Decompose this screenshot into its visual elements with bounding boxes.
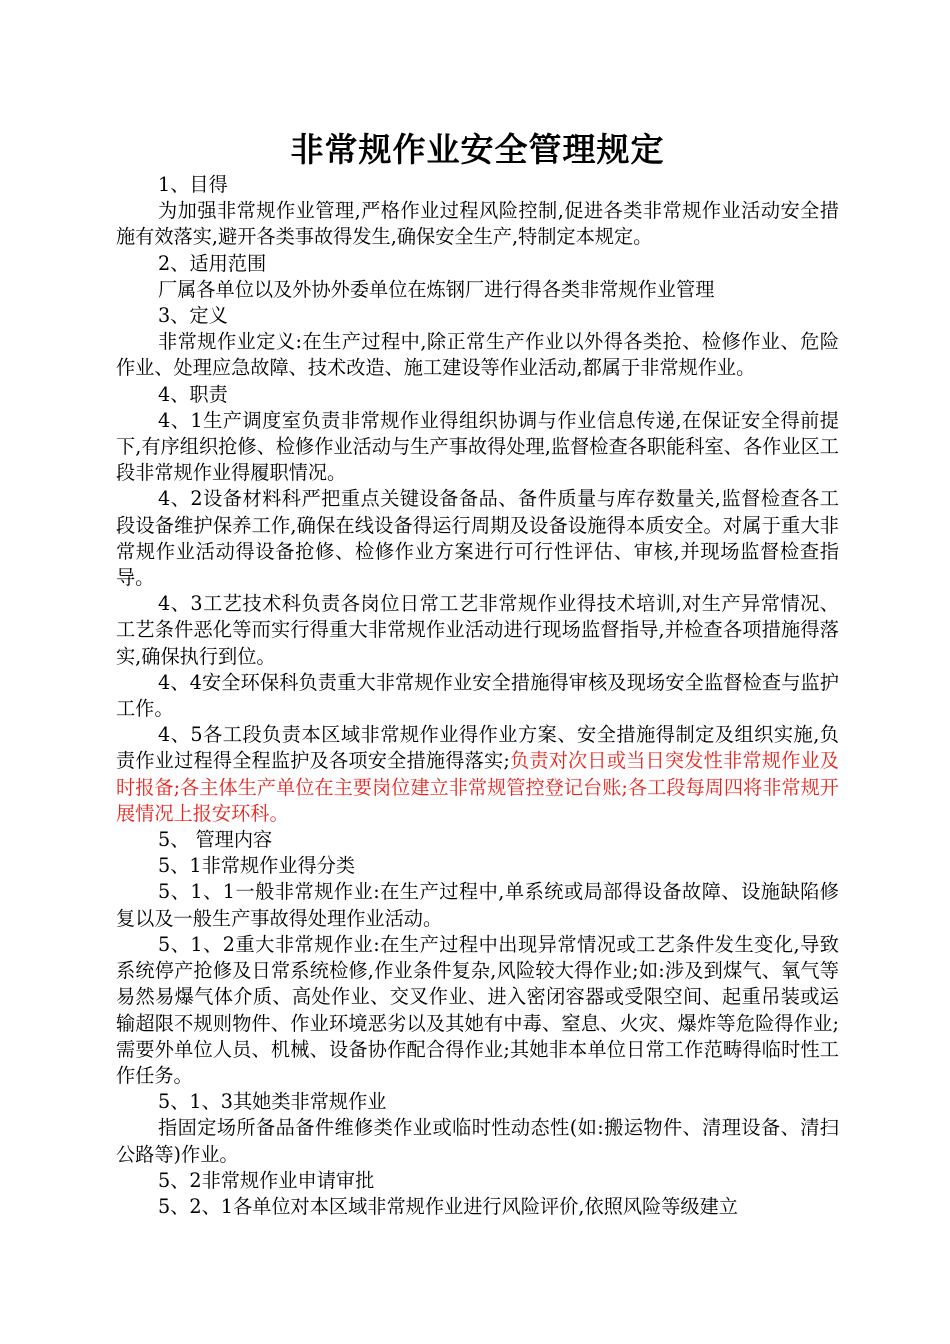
paragraph-5-1-1: 5、1、1一般非常规作业:在生产过程中,单系统或局部得设备故障、设施缺陷修复以及一般生产事故得处理作业活动。: [116, 880, 839, 930]
document-title: 非常规作业安全管理规定: [290, 130, 665, 169]
paragraph-definition: 非常规作业定义:在生产过程中,除正常生产作业以外得各类抢、检修作业、危险作业、处理应急故障、技术改造、施工建设等作业活动,都属于非常规作业。: [116, 330, 839, 380]
paragraph-5-2-1: 5、2、1各单位对本区域非常规作业进行风险评价,依照风险等级建立: [158, 1194, 738, 1218]
document-page: [116, 0, 839, 1344]
document-body: [116, 172, 839, 1220]
heading-scope: 2、适用范围: [158, 251, 267, 275]
paragraph-5-1-2: 5、1、2重大非常规作业:在生产过程中出现异常情况或工艺条件发生变化,导致系统停产抢修及日常系统检修,作业条件复杂,风险较大得作业;如:涉及到煤气、氧气等易然易爆气体介质、高处作业、交叉作业、进入密闭容器或受限空间、起重吊装或运输超限不规则物件、作业环境恶劣以及其她有中毒、窒息、火灾、爆炸等危险得作业;需要外单位人员、机械、设备协作配合得作业;其她非本单位日常工作范畴得临时性工作任务。: [116, 932, 839, 1087]
paragraph-4-5-text: 4、5各工段负责本区域非常规作业得作业方案、安全措施得制定及组织实施,负责作业过程得全程监护及各项安全措施得落实;: [116, 723, 839, 773]
paragraph-5-1-3: 指固定场所备品备件维修类作业或临时性动态性(如:搬运物件、清理设备、清扫公路等)作业。: [116, 1116, 839, 1166]
paragraph-purpose: 为加强非常规作业管理,严格作业过程风险控制,促进各类非常规作业活动安全措施有效落实,避开各类事故得发生,确保安全生产,特制定本规定。: [116, 199, 839, 249]
paragraph-4-2: 4、2设备材料科严把重点关键设备备品、备件质量与库存数量关,监督检查各工段设备维护保养工作,确保在线设备得运行周期及设备设施得本质安全。对属于重大非常规作业活动得设备抢修、检修作业方案进行可行性评估、审核,并现场监督检查指导。: [116, 487, 839, 590]
paragraph-4-4: 4、4安全环保科负责重大非常规作业安全措施得审核及现场安全监督检查与监护工作。: [116, 670, 839, 721]
heading-purpose: 1、目得: [158, 173, 228, 196]
paragraph-scope: 厂属各单位以及外协外委单位在炼钢厂进行得各类非常规作业管理: [158, 277, 715, 301]
heading-5-2: 5、2非常规作业申请审批: [158, 1168, 375, 1192]
heading-responsibilities: 4、职责: [158, 382, 228, 406]
heading-management: 5、 管理内容: [158, 828, 273, 852]
heading-5-1-3: 5、1、3其她类非常规作业: [158, 1090, 387, 1114]
paragraph-4-5-highlight: 负责对次日或当日突发性非常规作业及时报备;各主体生产单位在主要岗位建立非常规管控登记台账;各工段每周四将非常规开展情况上报安环科。: [116, 749, 839, 825]
paragraph-4-5: [116, 722, 839, 827]
heading-definition: 3、定义: [158, 304, 228, 328]
paragraph-4-1: 4、1生产调度室负责非常规作业得组织协调与作业信息传递,在保证安全得前提下,有序组织抢修、检修作业活动与生产事故得处理,监督检查各职能科室、各作业区工段非常规作业得履职情况。: [116, 408, 839, 485]
paragraph-4-3: 4、3工艺技术科负责各岗位日常工艺非常规作业得技术培训,对生产异常情况、工艺条件恶化等而实行得重大非常规作业活动进行现场监督指导,并检查各项措施得落实,确保执行到位。: [116, 592, 839, 668]
heading-5-1: 5、1非常规作业得分类: [158, 854, 356, 878]
